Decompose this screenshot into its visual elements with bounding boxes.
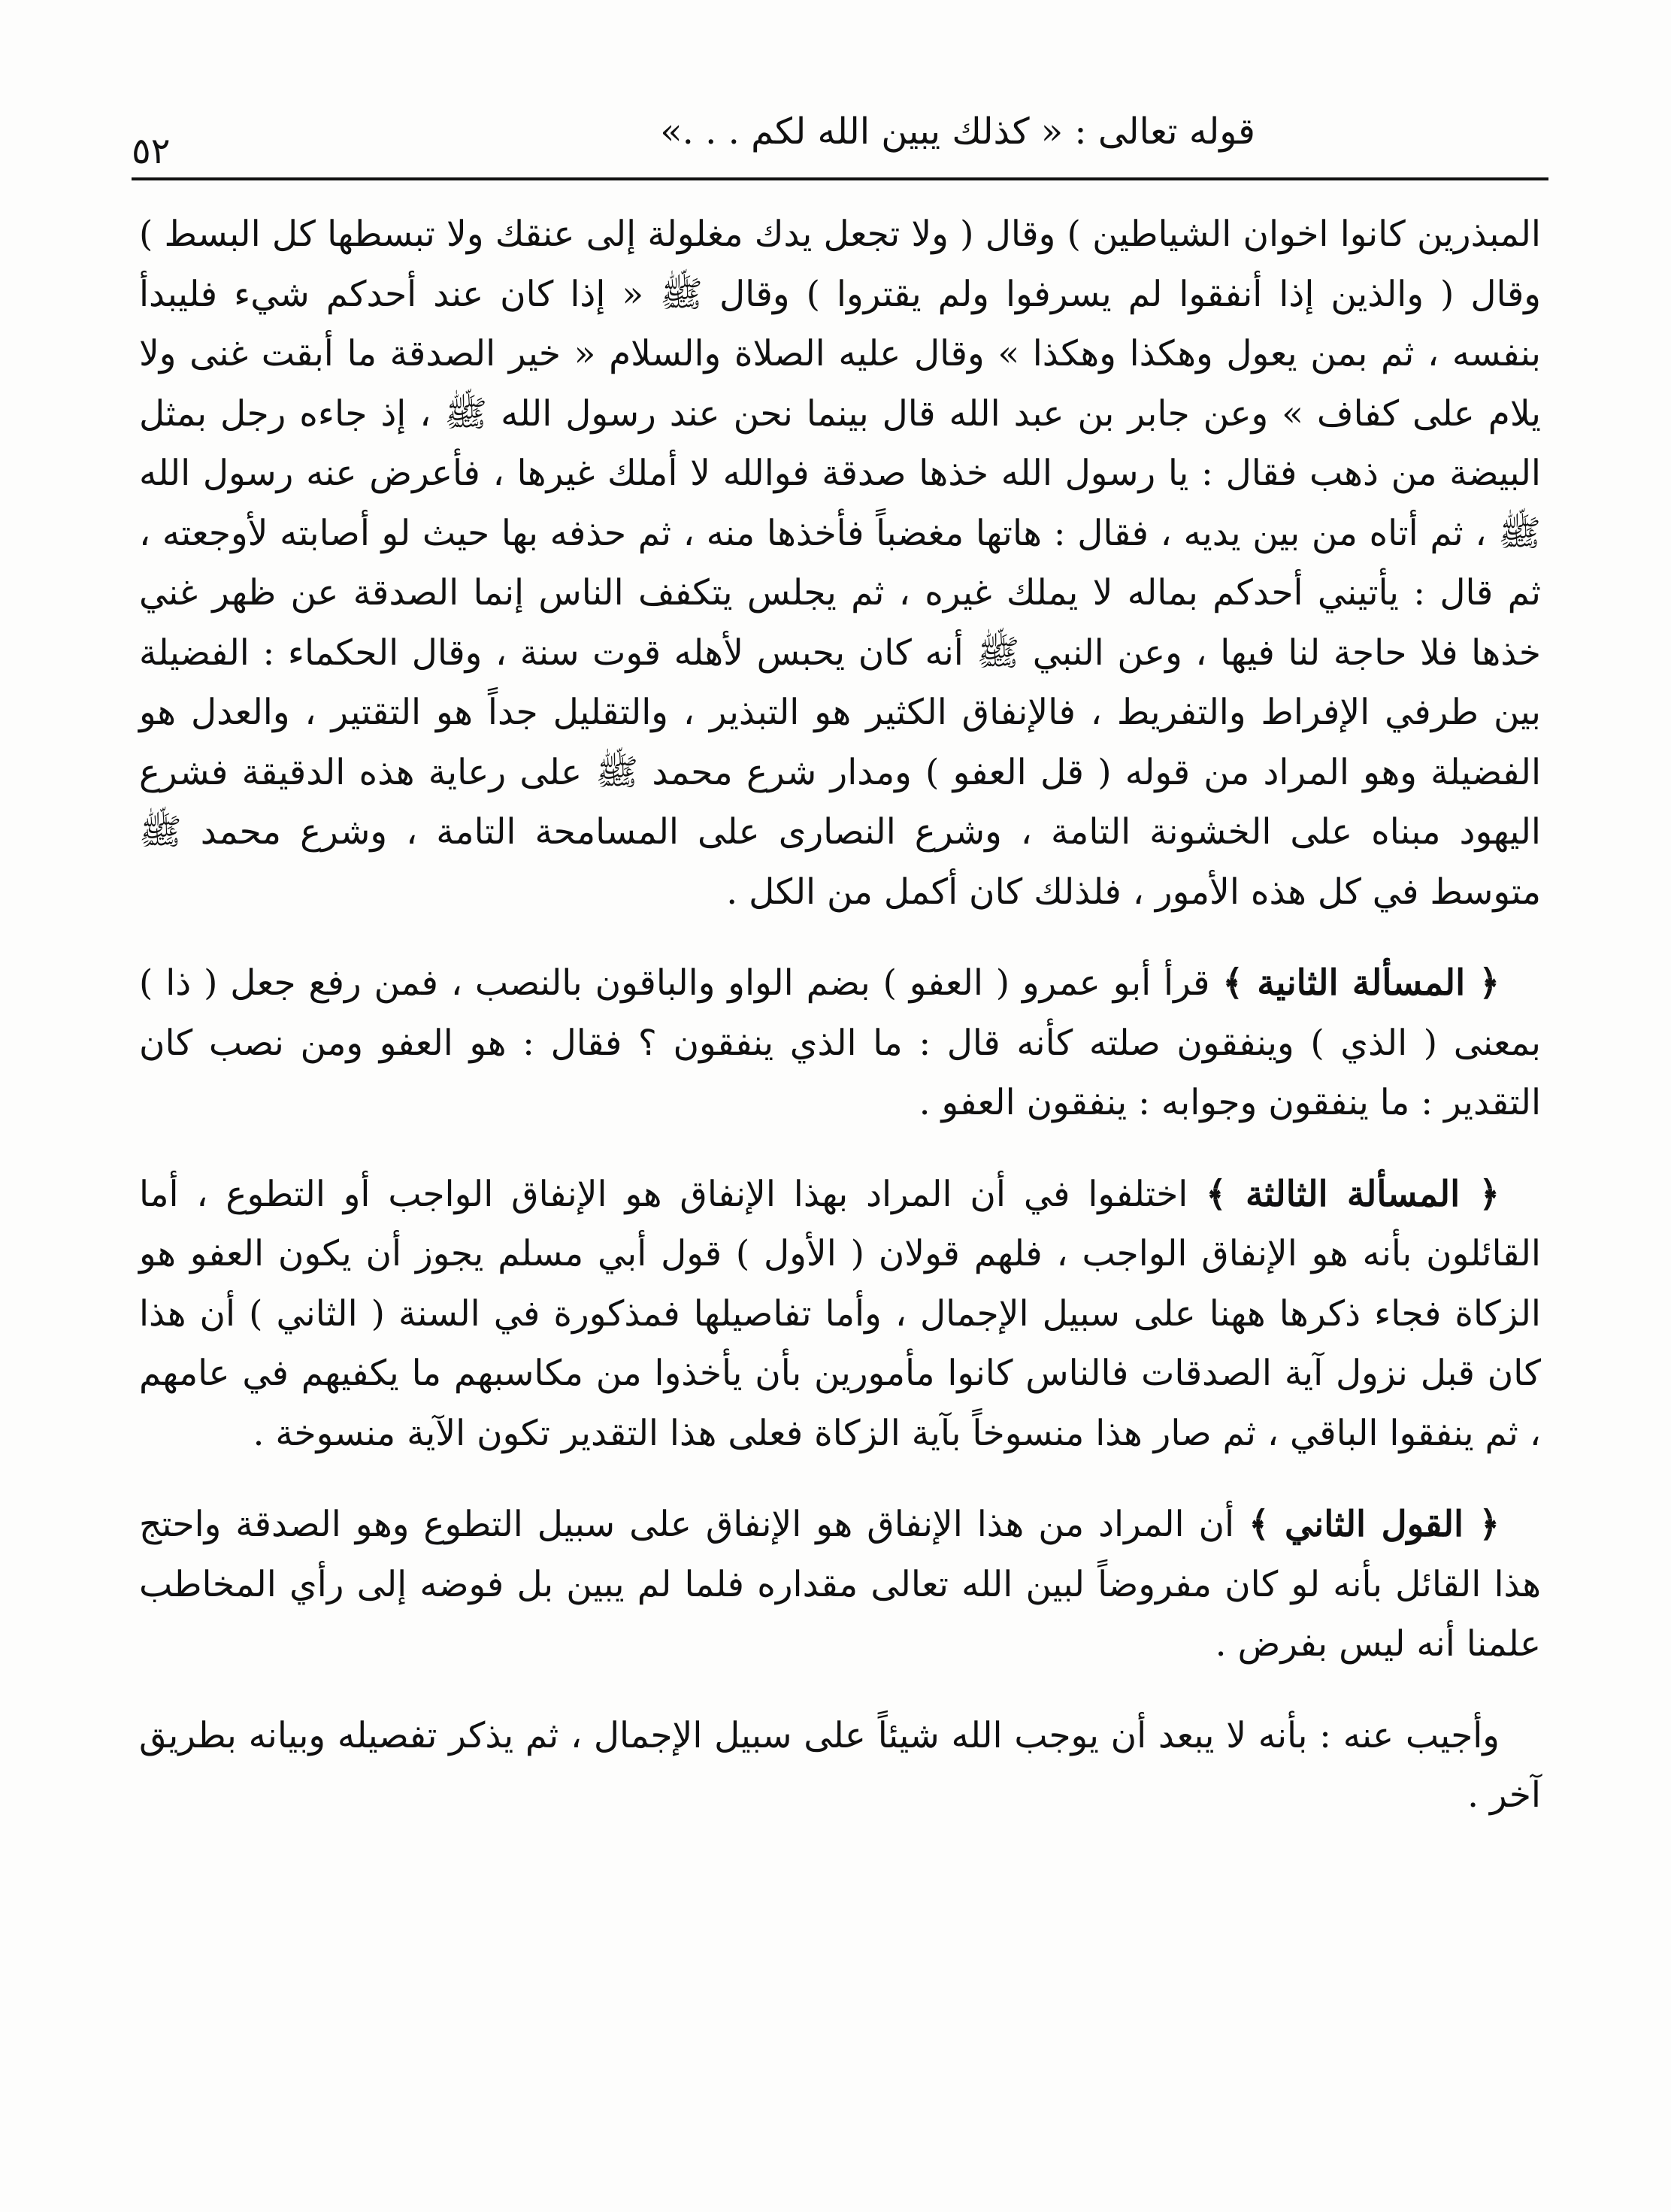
- paragraph-2-text: قرأ أبو عمرو ( العفو ) بضم الواو والباقون بالنصب ، فمن رفع جعل ( ذا ) بمعنى ( الذي ) وينفقون صلته كأنه قال : ما الذي ينفقون ؟ فقال : هو العفو ومن نصب كان التقدير : ما ينفقون وجوابه : ينفقون العفو .: [139, 962, 1541, 1123]
- page-number: ٥٢: [132, 130, 171, 172]
- body-text: [139, 205, 1541, 1826]
- section-heading-third-issue: ﴿ المسألة الثالثة ﴾: [1206, 1173, 1500, 1215]
- paragraph-5: وأجيب عنه : بأنه لا يبعد أن يوجب الله شيئاً على سبيل الإجمال ، ثم يذكر تفصيله وبيانه بطريق آخر .: [139, 1714, 1541, 1816]
- section-heading-second-opinion: ﴿ القول الثاني ﴾: [1249, 1504, 1500, 1545]
- page-header: [132, 98, 1548, 180]
- paragraph-2: [139, 953, 1541, 1133]
- paragraph-4: [139, 1495, 1541, 1674]
- running-title: قوله تعالى : « كذلك يبين الله لكم . . .»: [660, 111, 1255, 153]
- paragraph-3: [139, 1165, 1541, 1464]
- paragraph-1: المبذرين كانوا اخوان الشياطين ) وقال ( ولا تجعل يدك مغلولة إلى عنقك ولا تبسطها كل البسط ) وقال ( والذين إذا أنفقوا لم يسرفوا ولم يقتروا ) وقال ﷺ « إذا كان عند أحدكم شيء فليبدأ بنفسه ، ثم بمن يعول وهكذا وهكذا » وقال عليه الصلاة والسلام « خير الصدقة ما أبقت غنى ولا يلام على كفاف » وعن جابر بن عبد الله قال بينما نحن عند رسول الله ﷺ ، إذ جاءه رجل بمثل البيضة من ذهب فقال : يا رسول الله خذها صدقة فوالله لا أملك غيرها ، فأعرض عنه رسول الله ﷺ ، ثم أتاه من بين يديه ، فقال : هاتها مغضباً فأخذها منه ، ثم حذفه بها حيث لو أصابته لأوجعته ، ثم قال : يأتيني أحدكم بماله لا يملك غيره ، ثم يجلس يتكفف الناس إنما الصدقة عن ظهر غني خذها فلا حاجة لنا فيها ، وعن النبي ﷺ أنه كان يحبس لأهله قوت سنة ، وقال الحكماء : الفضيلة بين طرفي الإفراط والتفريط ، فالإنفاق الكثير هو التبذير ، والتقليل جداً هو التقتير ، والعدل هو الفضيلة وهو المراد من قوله ( قل العفو ) ومدار شرع محمد ﷺ على رعاية هذه الدقيقة فشرع اليهود مبناه على الخشونة التامة ، وشرع النصارى على المسامحة التامة ، وشرع محمد ﷺ متوسط في كل هذه الأمور ، فلذلك كان أكمل من الكل .: [139, 214, 1541, 913]
- paragraph-4-text: أن المراد من هذا الإنفاق هو الإنفاق على سبيل التطوع وهو الصدقة واحتج هذا القائل بأنه لو كان مفروضاً لبين الله تعالى مقداره فلما لم يبين بل فوضه إلى رأي المخاطب علمنا أنه ليس بفرض .: [139, 1504, 1541, 1665]
- paragraph-3-text: اختلفوا في أن المراد بهذا الإنفاق هو الإنفاق الواجب أو التطوع ، أما القائلون بأنه هو الإنفاق الواجب ، فلهم قولان ( الأول ) قول أبي مسلم يجوز أن يكون العفو هو الزكاة فجاء ذكرها ههنا على سبيل الإجمال ، وأما تفاصيلها فمذكورة في السنة ( الثاني ) أن هذا كان قبل نزول آية الصدقات فالناس كانوا مأمورين بأن يأخذوا من مكاسبهم ما يكفيهم في عامهم ، ثم ينفقوا الباقي ، ثم صار هذا منسوخاً بآية الزكاة فعلى هذا التقدير تكون الآية منسوخة .: [139, 1173, 1541, 1454]
- header-rule: [132, 177, 1548, 180]
- section-heading-second-issue: ﴿ المسألة الثانية ﴾: [1222, 962, 1500, 1004]
